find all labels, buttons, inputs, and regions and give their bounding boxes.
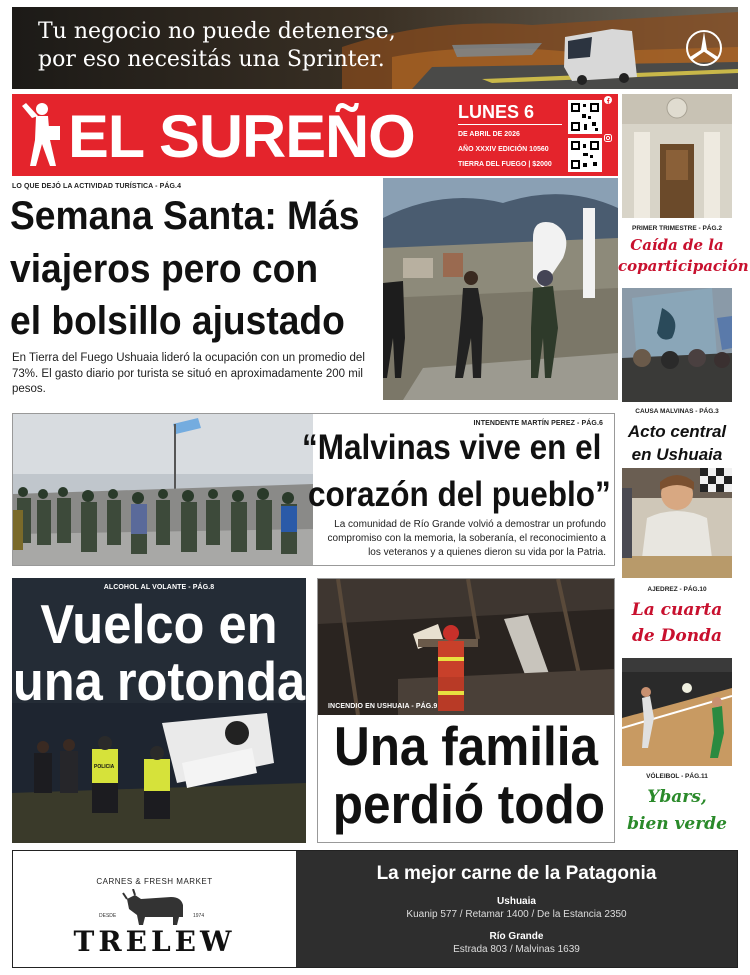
- qr-code-icon[interactable]: [568, 138, 602, 172]
- masthead-day: LUNES 6: [458, 102, 535, 122]
- malvinas-kicker: INTENDENTE MARTÍN PEREZ - PÁG.6: [473, 420, 603, 427]
- masthead: [12, 94, 618, 176]
- malvinas-headline-line2[interactable]: corazón del pueblo”: [308, 475, 611, 514]
- sidebar-4-headline-line1[interactable]: Ybars,: [647, 787, 707, 807]
- incendio-headline-line1[interactable]: Una familia: [333, 715, 599, 777]
- vuelco-photo: [12, 703, 306, 843]
- bottom-ad-city2: Río Grande: [489, 931, 544, 942]
- sidebar-1-headline-line1[interactable]: Caída de la: [630, 236, 724, 254]
- bottom-ad-headline: La mejor carne de la Patagonia: [376, 863, 657, 884]
- masthead-logo[interactable]: EL SUREÑO: [68, 103, 415, 170]
- masthead-edition: AÑO XXXIV EDICIÓN 10560: [458, 146, 549, 153]
- sidebar-2-headline-line2[interactable]: en Ushuaia: [631, 445, 723, 464]
- incendio-headline-line2[interactable]: perdió todo: [332, 773, 606, 835]
- sidebar-photo-chess[interactable]: [622, 468, 732, 578]
- vuelco-headline-line1[interactable]: Vuelco en: [40, 593, 278, 655]
- top-ad-line1: Tu negocio no puede detenerse,: [38, 19, 396, 44]
- sidebar-2-headline-line1[interactable]: Acto central: [627, 422, 727, 441]
- malvinas-body: La comunidad de Río Grande volvió a demostrar un profundo compromiso con la memoria, la soberanía, el reconocimiento a los veteranos y a quienes dieron su vida por la Patria.: [327, 519, 606, 558]
- bull-icon: [119, 889, 189, 929]
- vuelco-kicker: ALCOHOL AL VOLANTE - PÁG.8: [103, 584, 215, 591]
- sidebar-2-kicker: CAUSA MALVINAS - PÁG.3: [635, 408, 719, 415]
- malvinas-photo[interactable]: [13, 414, 313, 565]
- sidebar-1-headline-line2[interactable]: coparticipación: [618, 257, 749, 275]
- sidebar-3-headline-line1[interactable]: La cuarta: [631, 600, 723, 620]
- vuelco-headline-line2[interactable]: una rotonda: [12, 650, 306, 712]
- qr-code-icon[interactable]: [568, 100, 602, 134]
- trelew-year: 1974: [193, 913, 205, 919]
- incendio-photo[interactable]: [318, 579, 614, 715]
- sidebar-4-headline-line2[interactable]: bien verde: [627, 814, 727, 834]
- bottom-ad-banner[interactable]: [12, 850, 738, 968]
- sidebar-3-headline-line2[interactable]: de Donda: [632, 626, 722, 646]
- trelew-tagline: CARNES & FRESH MARKET: [96, 877, 213, 886]
- lead-headline-line3[interactable]: el bolsillo ajustado: [10, 299, 345, 343]
- sidebar-4-kicker: VÓLEIBOL - PÁG.11: [646, 773, 708, 780]
- trelew-desde: DESDE: [99, 913, 117, 919]
- trelew-brand: TRELEW: [73, 925, 236, 958]
- instagram-icon[interactable]: [604, 134, 612, 142]
- top-ad-line2: por eso necesitás una Sprinter.: [38, 47, 385, 72]
- masthead-place-price: TIERRA DEL FUEGO | $2000: [458, 161, 552, 168]
- sidebar-photo-volleyball[interactable]: [622, 658, 732, 766]
- lead-photo[interactable]: [383, 178, 618, 400]
- malvinas-headline-line1[interactable]: “Malvinas vive en el: [302, 428, 602, 467]
- masthead-figure-icon: [20, 100, 64, 170]
- sidebar-3-kicker: AJEDREZ - PÁG.10: [647, 586, 707, 593]
- sidebar-photo-malvinas[interactable]: [622, 288, 732, 402]
- sidebar-photo-building[interactable]: [622, 94, 732, 218]
- lead-body: En Tierra del Fuego Ushuaia lideró la ocupación con un promedio del 73%. El gasto diario por turista se situó en aproximadamente 200 mil pesos.: [12, 352, 365, 395]
- bottom-ad-city1: Ushuaia: [497, 896, 536, 907]
- sidebar-1-kicker: PRIMER TRIMESTRE - PÁG.2: [632, 225, 722, 232]
- top-ad-banner[interactable]: [12, 7, 738, 89]
- lead-headline-line2[interactable]: viajeros pero con: [10, 247, 319, 291]
- masthead-date: DE ABRIL DE 2026: [458, 131, 520, 138]
- facebook-icon[interactable]: [604, 96, 612, 104]
- lead-kicker: LO QUE DEJÓ LA ACTIVIDAD TURÍSTICA - PÁG.4: [12, 183, 182, 190]
- bottom-ad-addr2: Estrada 803 / Malvinas 1639: [453, 944, 580, 955]
- bottom-ad-addr1: Kuanip 577 / Retamar 1400 / De la Estancia 2350: [406, 909, 627, 920]
- masthead-rule: [458, 124, 562, 125]
- police-vest-label: POLICIA: [94, 764, 115, 770]
- lead-headline-line1[interactable]: Semana Santa: Más: [10, 194, 360, 238]
- incendio-kicker: INCENDIO EN USHUAIA - PÁG.9: [328, 703, 438, 710]
